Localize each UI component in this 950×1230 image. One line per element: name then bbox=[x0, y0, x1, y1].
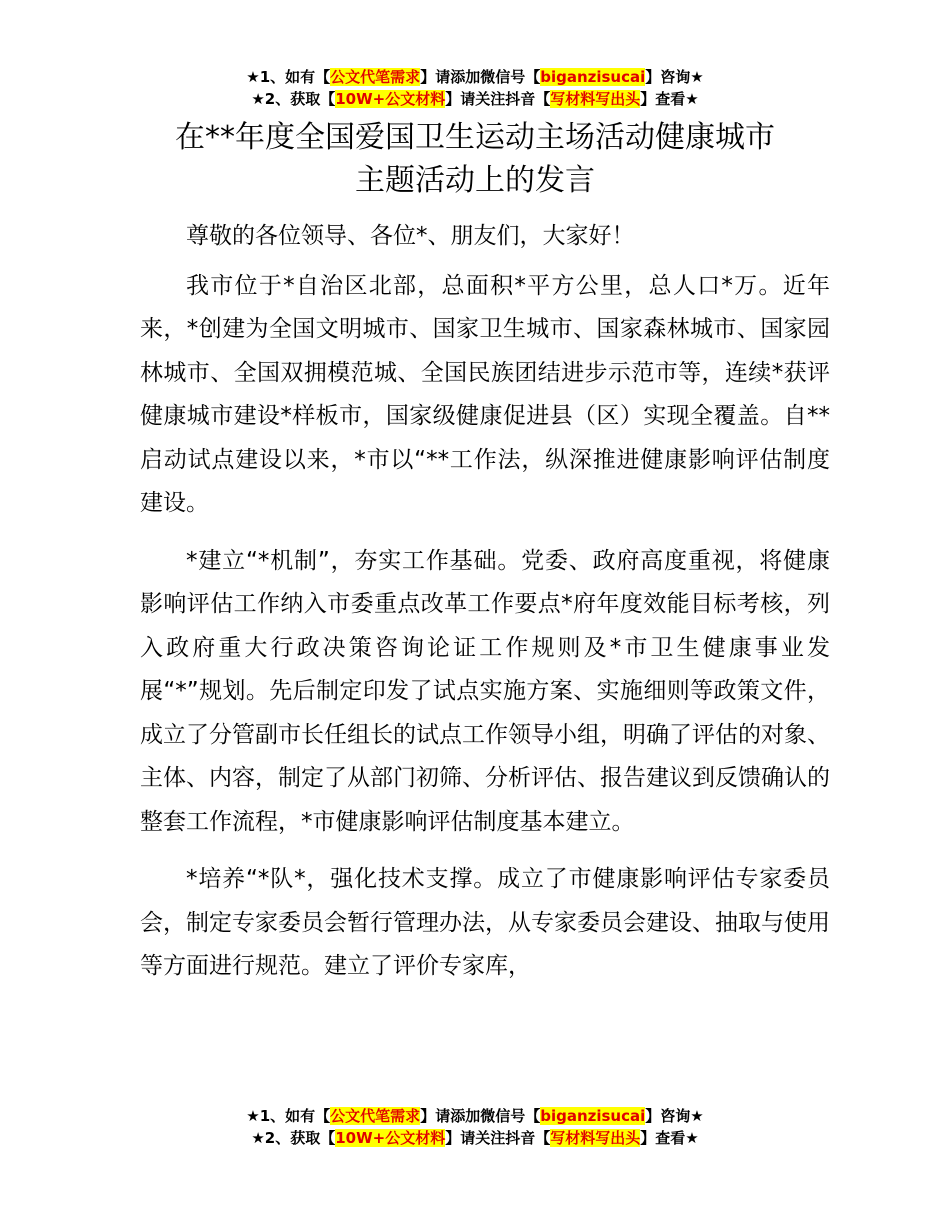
title-line-2: 主题活动上的发言 bbox=[355, 163, 595, 198]
promo-text: 】请关注抖音【 bbox=[445, 90, 551, 108]
promo-text: ★2、获取【 bbox=[251, 90, 336, 108]
salutation-paragraph: 尊敬的各位领导、各位*、朋友们，大家好！ bbox=[186, 223, 635, 249]
promo-line-1 bbox=[0, 1105, 950, 1127]
promo-highlight: 公文代笔需求 bbox=[330, 68, 421, 86]
promo-highlight-douyin: 写材料写出头 bbox=[550, 90, 641, 108]
document-title bbox=[0, 116, 950, 202]
promo-line-2 bbox=[0, 1127, 950, 1149]
promo-text: 】请添加微信号【 bbox=[420, 68, 541, 86]
promo-text: 】请关注抖音【 bbox=[445, 1129, 551, 1147]
promo-text: 】查看★ bbox=[640, 1129, 699, 1147]
body-paragraph: *培养“*队*，强化技术支撑。成立了市健康影响评估专家委员会，制定专家委员会暂行管理办法，从专家委员会建设、抽取与使用等方面进行规范。建立了评价专家库， bbox=[140, 866, 830, 979]
promo-banner-top bbox=[0, 66, 950, 110]
promo-highlight-douyin: 写材料写出头 bbox=[550, 1129, 641, 1147]
promo-highlight: 公文代笔需求 bbox=[330, 1107, 421, 1125]
promo-highlight-wechat-id: biganzisucai bbox=[540, 1107, 646, 1125]
body-paragraph: 我市位于*自治区北部，总面积*平方公里，总人口*万。近年来，*创建为全国文明城市、国家卫生城市、国家森林城市、国家园林城市、全国双拥模范城、全国民族团结进步示范市等，连续*获评健康城市建设*样板市，国家级健康促进县（区）实现全覆盖。自**启动试点建设以来，*市以“**工作法，纵深推进健康影响评估制度建设。 bbox=[140, 272, 830, 516]
promo-line-2 bbox=[0, 88, 950, 110]
promo-highlight-wechat-id: biganzisucai bbox=[540, 68, 646, 86]
promo-text: ★2、获取【 bbox=[251, 1129, 336, 1147]
promo-text: 】请添加微信号【 bbox=[420, 1107, 541, 1125]
promo-text: 】查看★ bbox=[640, 90, 699, 108]
promo-highlight: 10W+公文材料 bbox=[335, 90, 446, 108]
promo-text: ★1、如有【 bbox=[246, 1107, 331, 1125]
promo-banner-bottom bbox=[0, 1105, 950, 1149]
title-line-1: 在**年度全国爱国卫生运动主场活动健康城市 bbox=[175, 120, 775, 155]
promo-line-1 bbox=[0, 66, 950, 88]
promo-highlight: 10W+公文材料 bbox=[335, 1129, 446, 1147]
document-body bbox=[140, 215, 830, 1003]
promo-text: 】咨询★ bbox=[645, 1107, 704, 1125]
promo-text: ★1、如有【 bbox=[246, 68, 331, 86]
body-paragraph: *建立“*机制”，夯实工作基础。党委、政府高度重视，将健康影响评估工作纳入市委重点改革工作要点*府年度效能目标考核，列入政府重大行政决策咨询论证工作规则及*市卫生健康事业发展“*”规划。先后制定印发了试点实施方案、实施细则等政策文件，成立了分管副市长任组长的试点工作领导小组，明确了评估的对象、主体、内容，制定了从部门初筛、分析评估、报告建议到反馈确认的整套工作流程，*市健康影响评估制度基本建立。 bbox=[140, 547, 830, 835]
promo-text: 】咨询★ bbox=[645, 68, 704, 86]
